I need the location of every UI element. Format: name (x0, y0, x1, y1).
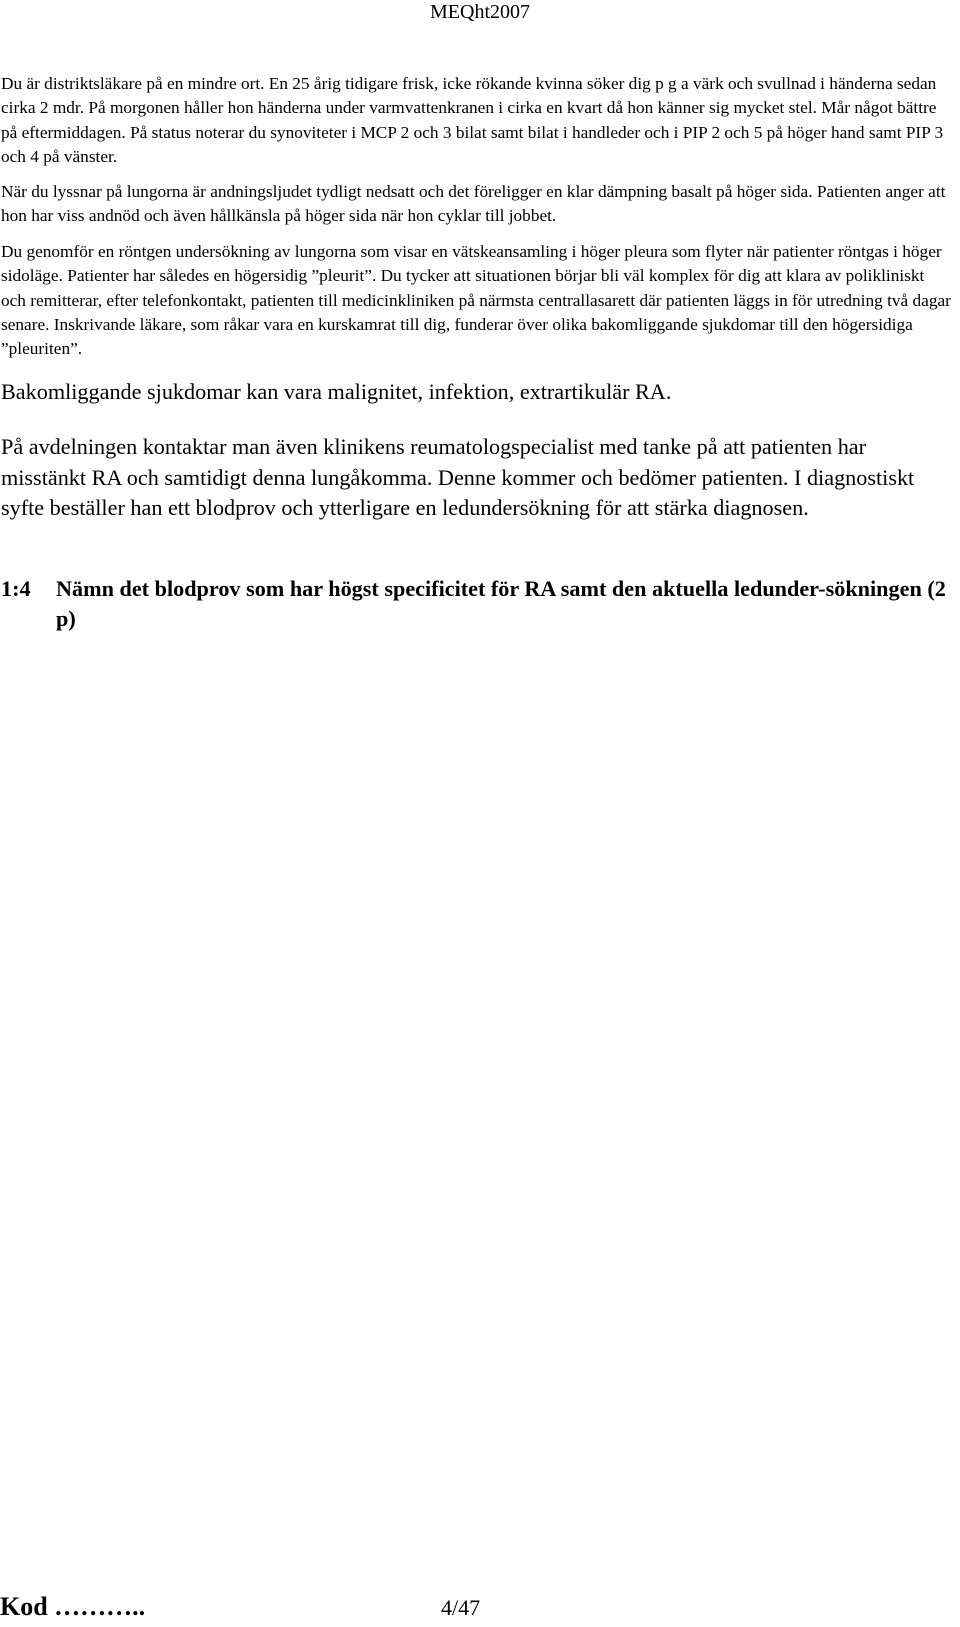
footer-code-field: Kod ……….. (0, 1592, 146, 1621)
case-paragraph-xray: Du genomför en röntgen undersökning av lungorna som visar en vätskeansamling i höger pleura som flyter när patienter röntgas i höger sidoläge. Patienter har således en högersidig ”pleurit”. Du tycker att situationen börjar bli väl komplex för dig att klara av polikliniskt och remitterar, efter telefonkontakt, patienten till medicinkliniken på närmsta centrallasarett där patienten läggs in för utredning två dagar senare. Inskrivande läkare, som råkar vara en kurskamrat till dig, funderar över olika bakomliggande sjukdomar till den högersidiga ”pleuriten”. (1, 242, 951, 359)
case-paragraph-auscultation: När du lyssnar på lungorna är andningsljudet tydligt nedsatt och det föreligger en klar dämpning basalt på höger sida. Patienten anger att hon har viss andnöd och även hållkänsla på höger sida när hon cyklar till jobbet. (1, 182, 946, 226)
case-paragraph-rheumatology: På avdelningen kontaktar man även klinikens reumatologspecialist med tanke på att patienten har misstänkt RA och samtidigt denna lungåkomma. Denne kommer och bedömer patienten. I diagnostiskt syfte beställer han ett blodprov och ytterligare en ledundersökning för att stärka diagnosen. (1, 434, 915, 520)
question-text: Nämn det blodprov som har högst specificitet för RA samt den aktuella ledunder-sökningen (2 p) (56, 576, 946, 631)
page-header-title: MEQht2007 (430, 1, 530, 23)
case-paragraph-differential: Bakomliggande sjukdomar kan vara malignitet, infektion, extrartikulär RA. (1, 379, 672, 404)
case-paragraph-intro: Du är distriktsläkare på en mindre ort. En 25 årig tidigare frisk, icke rökande kvinna söker dig p g a värk och svullnad i händerna sedan cirka 2 mdr. På morgonen håller hon händerna under varmvattenkranen i cirka en kvart då hon känner sig mycket stel. Mår något bättre på eftermiddagen. På status noterar du synoviteter i MCP 2 och 3 bilat samt bilat i handleder och i PIP 2 och 5 på höger hand samt PIP 3 och 4 på vänster. (1, 74, 944, 166)
question-number: 1:4 (1, 576, 31, 601)
page-number: 4/47 (441, 1595, 481, 1620)
question-block (1, 574, 956, 634)
